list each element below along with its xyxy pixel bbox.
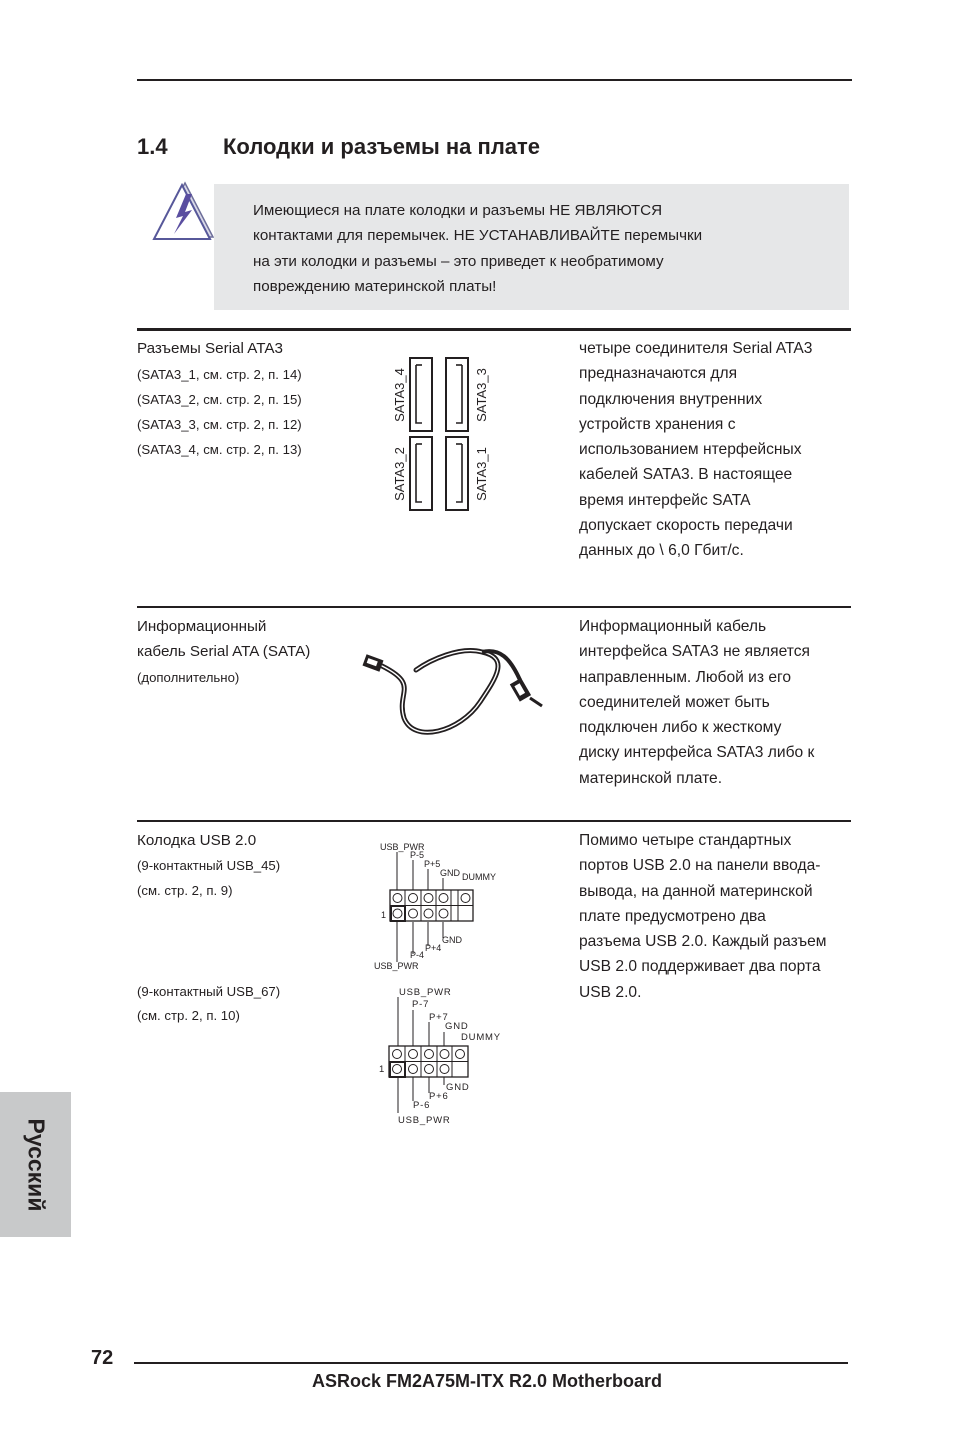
pin-label: P+6 (429, 1091, 449, 1102)
pin1-marker: 1 (381, 910, 387, 920)
pin-label: USB_PWR (399, 987, 452, 998)
sata-ref: (SATA3_4, см. стр. 2, п. 13) (137, 442, 302, 457)
usb-ref: (9-контактный USB_45) (137, 858, 281, 873)
pin-label: USB_PWR (374, 961, 419, 971)
cable-desc-line: диску интерфейса SATA3 либо к (579, 744, 815, 762)
cable-desc-line: соединителей может быть (579, 693, 770, 711)
sata-title: Разъемы Serial ATA3 (137, 340, 283, 357)
pin-label: P-6 (413, 1100, 431, 1111)
warning-line: Имеющиеся на плате колодки и разъемы НЕ ЯВЛЯЮТСЯ (253, 202, 663, 219)
sata-connectors-diagram (386, 353, 496, 515)
pin-label: DUMMY (461, 1032, 501, 1043)
top-rule (137, 79, 852, 81)
language-side-tab (0, 1092, 71, 1237)
cable-desc-line: направленным. Любой из его (579, 668, 792, 686)
cable-title-line1: Информационный (137, 618, 267, 635)
usb-title: Колодка USB 2.0 (137, 832, 257, 849)
row-separator (137, 606, 851, 608)
sata-ref: (SATA3_2, см. стр. 2, п. 15) (137, 392, 302, 407)
section-heading (137, 134, 540, 160)
cable-note: (дополнительно) (137, 670, 240, 685)
usb-desc-line: разъема USB 2.0. Каждый разъем (579, 933, 827, 951)
sata-desc-line: допускает скорость передачи (579, 517, 793, 535)
cable-title-line2: кабель Serial ATA (SATA) (137, 643, 311, 660)
sata-label: SATA3_1 (474, 447, 489, 501)
section-title: Колодки и разъемы на плате (223, 134, 541, 159)
warning-line: контактами для перемычек. НЕ УСТАНАВЛИВАЙТЕ перемычки (253, 227, 703, 245)
sata-desc-line: подключения внутренних (579, 390, 763, 408)
section-number: 1.4 (137, 134, 168, 159)
usb-desc-line: USB 2.0 поддерживает два порта (579, 958, 821, 976)
pin-label: P+5 (424, 859, 441, 869)
pin-label: P-5 (410, 850, 425, 860)
warning-text (253, 198, 813, 300)
sata-cable-image (360, 640, 550, 740)
pin-label: USB_PWR (398, 1115, 451, 1126)
pin-label: GND (446, 1082, 470, 1093)
pin-label: P-7 (412, 999, 430, 1010)
sata-desc-line: кабелей SATA3. В настоящее (579, 466, 793, 484)
pin-label: P+4 (425, 943, 442, 953)
sata-label: SATA3_2 (392, 447, 407, 501)
pin-label: P-4 (410, 950, 425, 960)
footer-rule (134, 1362, 848, 1364)
page-number: 72 (91, 1347, 114, 1369)
pin-label: GND (442, 935, 462, 945)
usb-desc-line: USB 2.0. (579, 983, 642, 1001)
sata-description (579, 336, 812, 564)
sata-desc-line: устройств хранения с (579, 415, 736, 433)
cable-desc-line: подключен либо к жесткому (579, 719, 782, 737)
sata-ref: (SATA3_3, см. стр. 2, п. 12) (137, 417, 302, 432)
cable-description (579, 614, 814, 791)
cable-desc-line: материнской плате. (579, 769, 723, 787)
usb-desc-line: портов USB 2.0 на панели ввода- (579, 857, 821, 875)
cable-desc-line: интерфейса SATA3 не является (579, 643, 810, 661)
pin1-marker: 1 (379, 1064, 386, 1075)
pin-label: GND (445, 1021, 469, 1032)
footer-title: ASRock FM2A75M-ITX R2.0 Motherboard (312, 1371, 663, 1391)
warning-line: на эти колодки и разъемы – это приведет к необратимому (253, 252, 664, 270)
usb-description (579, 828, 827, 1005)
section-separator (137, 328, 851, 331)
language-label: Русский (23, 1118, 49, 1211)
sata-ref: (SATA3_1, см. стр. 2, п. 14) (137, 367, 302, 382)
warning-line: повреждению материнской платы! (253, 278, 497, 296)
usb-ref: (см. стр. 2, п. 10) (137, 1008, 240, 1023)
sata-desc-line: предназначаются для (579, 365, 738, 383)
usb-desc-line: плате предусмотрено два (579, 907, 766, 925)
usb-ref: (см. стр. 2, п. 9) (137, 883, 233, 898)
usb-ref: (9-контактный USB_67) (137, 984, 281, 999)
warning-icon (152, 180, 216, 247)
sata-label: SATA3_4 (392, 368, 407, 422)
usb-desc-line: Помимо четыре стандартных (579, 832, 792, 849)
pin-label: USB_PWR (380, 842, 425, 852)
usb45-pin-diagram (370, 838, 510, 974)
usb67-pin-diagram (375, 983, 515, 1129)
cable-desc-line: Информационный кабель (579, 618, 767, 635)
pin-label: DUMMY (462, 872, 496, 882)
sata-desc-line: использованием нтерфейсных (579, 441, 802, 459)
row-separator (137, 820, 851, 822)
usb-desc-line: вывода, на данной материнской (579, 882, 813, 900)
pin-label: GND (440, 868, 460, 878)
sata-desc-line: данных до \ 6,0 Гбит/с. (579, 542, 744, 560)
sata-label: SATA3_3 (474, 368, 489, 422)
pin-label: P+7 (429, 1012, 449, 1023)
sata-desc-line: четыре соединителя Serial ATA3 (579, 340, 813, 357)
sata-desc-line: время интерфейс SATA (579, 491, 751, 509)
